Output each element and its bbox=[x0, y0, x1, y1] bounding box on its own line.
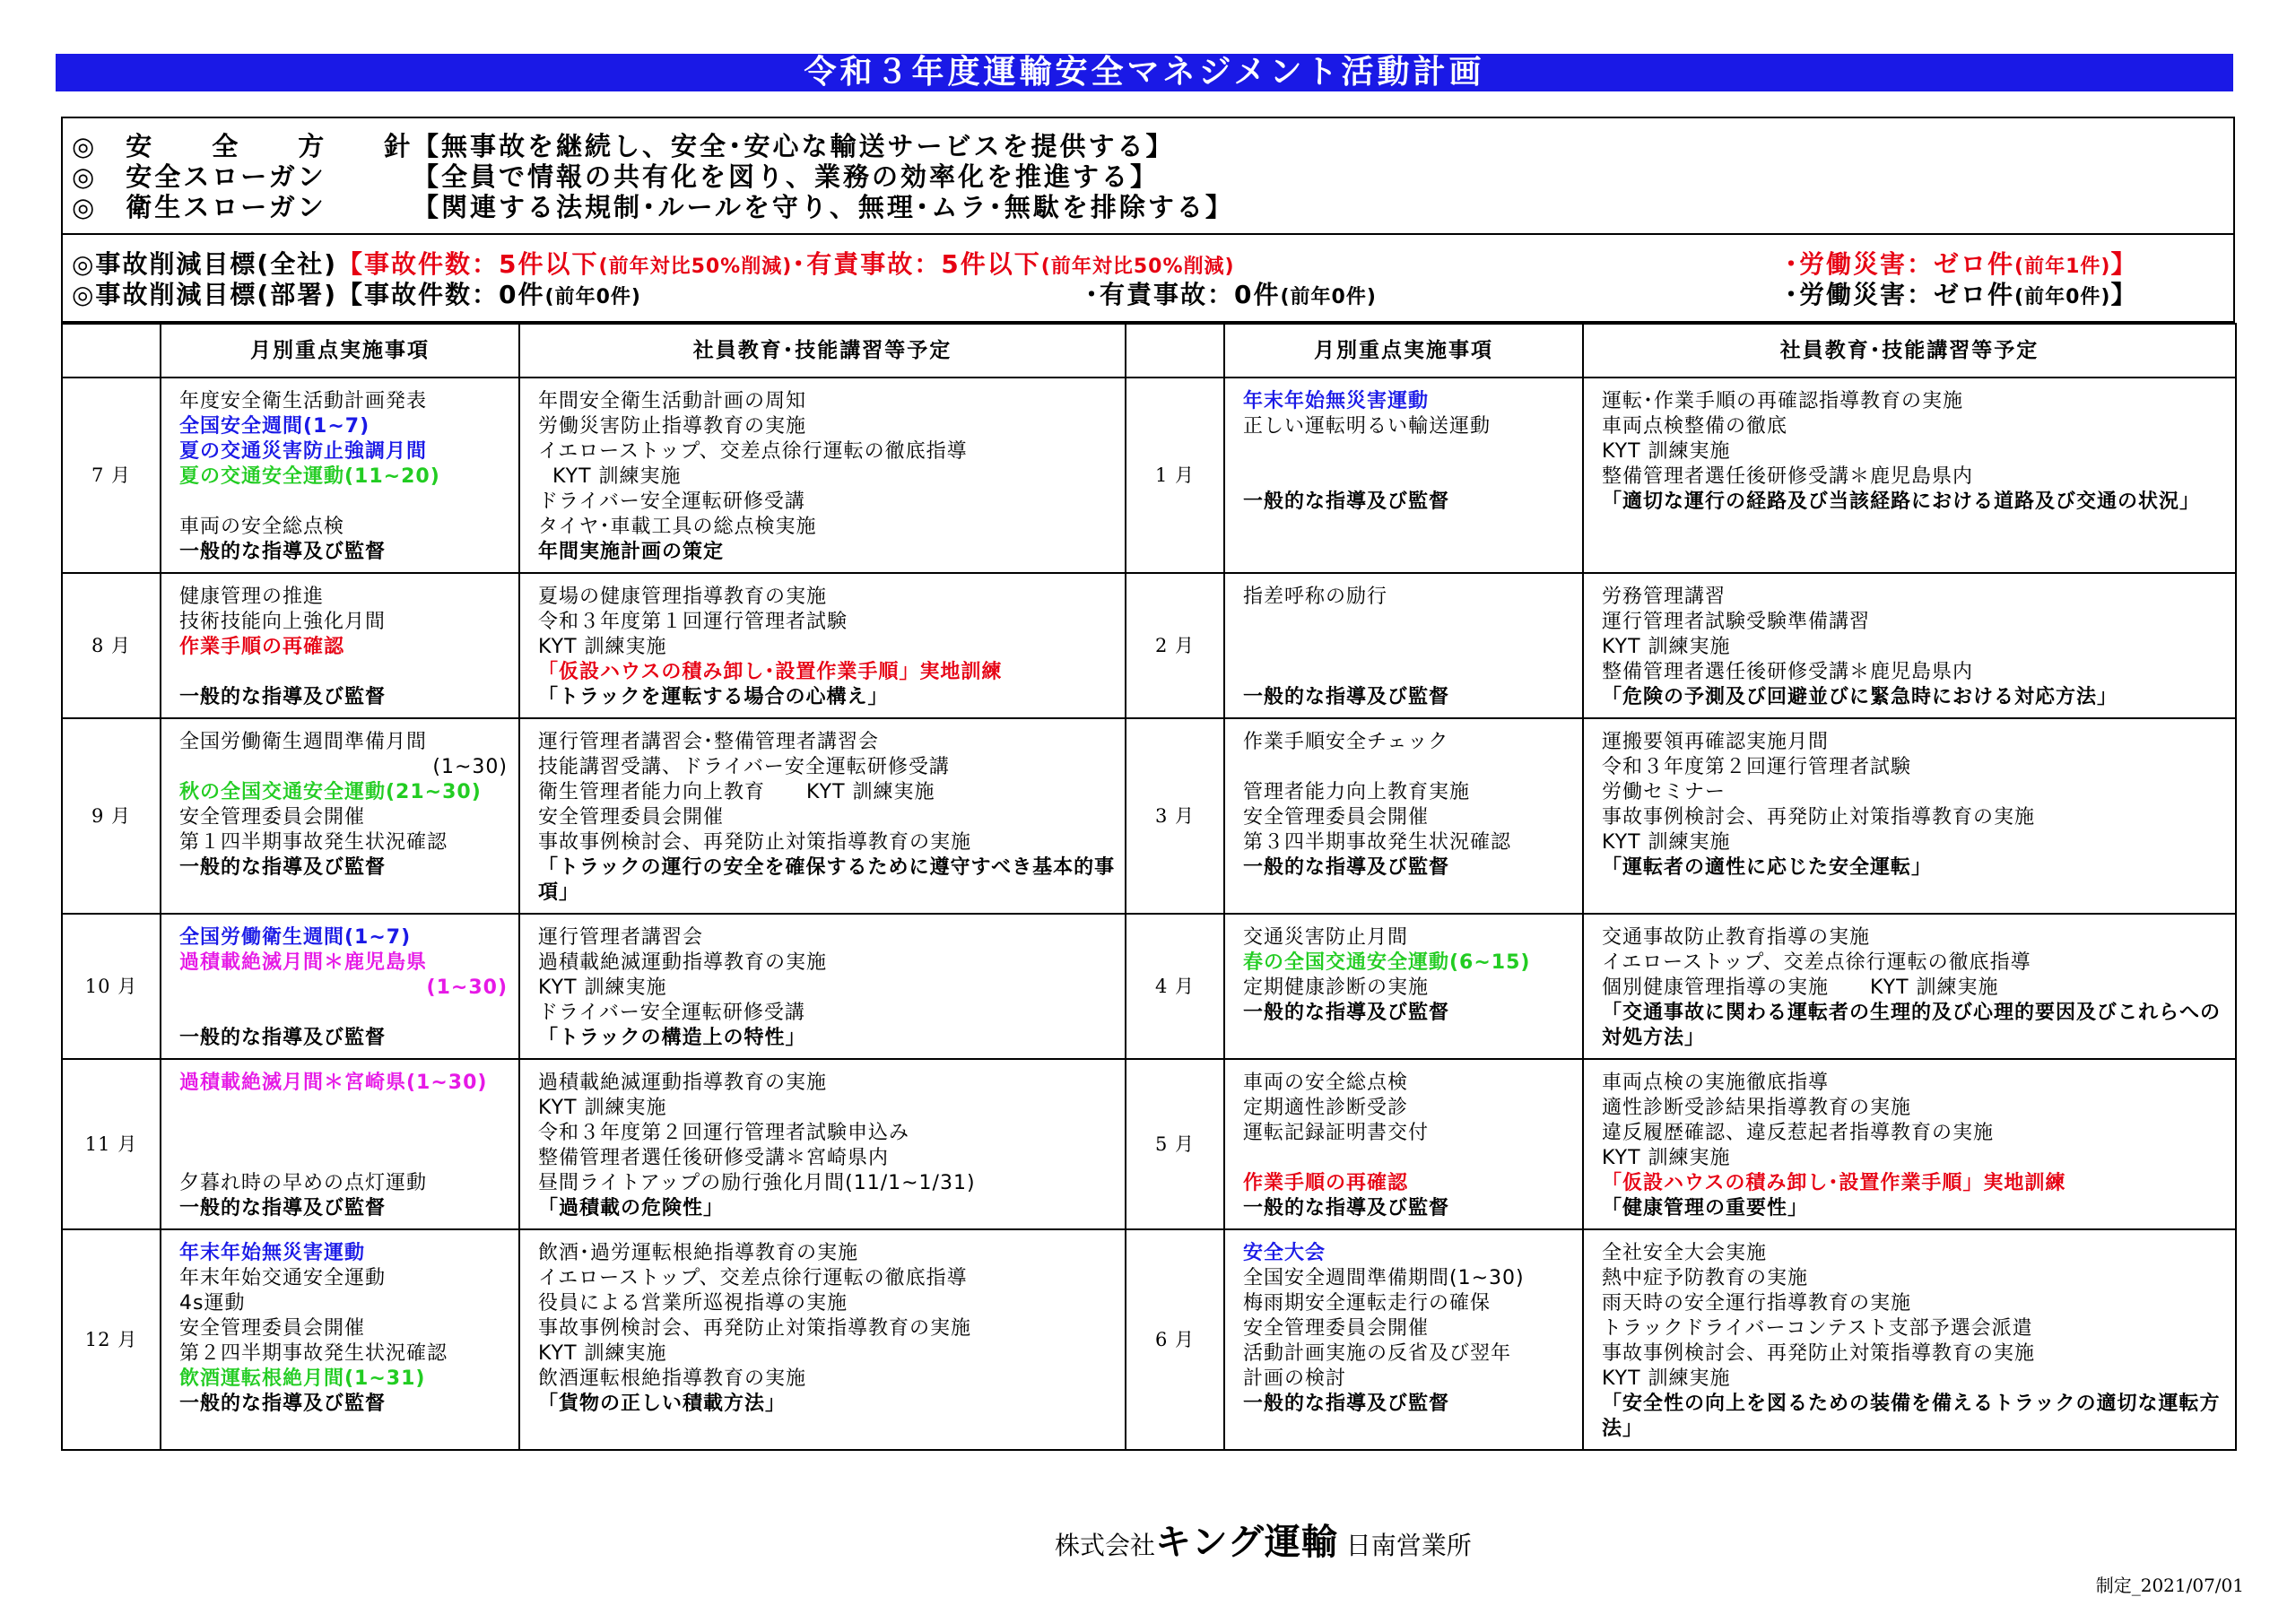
list-item: 労働災害防止指導教育の実施 bbox=[538, 415, 807, 438]
activity-plan-table bbox=[61, 323, 2237, 1451]
table-row bbox=[62, 1059, 2236, 1229]
list-item: 事故事例検討会、再発防止対策指導教育の実施 bbox=[538, 1317, 972, 1340]
list-item: 全国安全週間(1~7) bbox=[179, 415, 370, 438]
focus-cell bbox=[161, 573, 519, 718]
list-item: イエローストップ、交差点徐行運転の徹底指導 bbox=[538, 1267, 968, 1289]
education-cell bbox=[519, 573, 1126, 718]
list-item: 一般的な指導及び監督 bbox=[1243, 1393, 1450, 1415]
target-company-liable: ･有責事故：5件以下 bbox=[792, 249, 1041, 279]
page-title: 令和３年度運輸安全マネジメント活動計画 bbox=[56, 54, 2233, 91]
education-cell bbox=[1583, 573, 2236, 718]
list-item: 過積載絶滅運動指導教育の実施 bbox=[538, 951, 828, 974]
office-name: 日南営業所 bbox=[1345, 1531, 1472, 1560]
list-item: 車両の安全総点検 bbox=[179, 516, 345, 538]
table-row bbox=[62, 573, 2236, 718]
list-item: 車両点検の実施徹底指導 bbox=[1602, 1072, 1830, 1094]
list-item: 「過積載の危険性」 bbox=[538, 1197, 725, 1219]
list-item: 夕暮れ時の早めの点灯運動 bbox=[179, 1172, 428, 1194]
policy-label: ◎ 安 全 方 針 bbox=[72, 131, 413, 161]
established-date: 制定_2021/07/01 bbox=[2095, 1575, 2244, 1596]
list-item: 事故事例検討会、再発防止対策指導教育の実施 bbox=[538, 831, 972, 854]
target-dept-labor-note: (前年0件) bbox=[2014, 286, 2111, 308]
list-item: 技能講習受講、ドライバー安全運転研修受講 bbox=[538, 756, 950, 778]
target-dept-end: 】 bbox=[2110, 280, 2138, 309]
list-item bbox=[179, 1121, 511, 1146]
list-item: 飲酒運転根絶指導教育の実施 bbox=[538, 1367, 807, 1390]
list-item: 一般的な指導及び監督 bbox=[179, 1393, 387, 1415]
header-education-right: 社員教育･技能講習等予定 bbox=[1583, 324, 2236, 378]
education-cell bbox=[519, 914, 1126, 1059]
list-item: 夏場の健康管理指導教育の実施 bbox=[538, 586, 828, 608]
policy-line-slogan bbox=[72, 161, 2233, 192]
list-item: 全社安全大会実施 bbox=[1602, 1242, 1768, 1264]
list-item: 一般的な指導及び監督 bbox=[1243, 856, 1450, 879]
list-item: 作業手順安全チェック bbox=[1243, 731, 1449, 753]
list-item: 飲酒運転根絶月間(1~31) bbox=[179, 1367, 426, 1390]
list-item: 労働セミナー bbox=[1602, 781, 1726, 803]
list-item: KYT 訓練実施 bbox=[1602, 831, 1731, 854]
list-item: 「仮設ハウスの積み卸し･設置作業手順」実地訓練 bbox=[538, 661, 1003, 683]
month-cell: 10 月 bbox=[62, 914, 161, 1059]
education-cell bbox=[1583, 914, 2236, 1059]
list-item: KYT 訓練実施 bbox=[538, 1342, 667, 1365]
list-item: タイヤ･車載工具の総点検実施 bbox=[538, 516, 817, 538]
list-item: 運行管理者講習会･整備管理者講習会 bbox=[538, 731, 880, 753]
list-item bbox=[1243, 635, 1575, 660]
policy-section bbox=[61, 117, 2235, 233]
list-item bbox=[1243, 610, 1575, 635]
target-company-liable-note: (前年対比50%削減) bbox=[1040, 256, 1235, 278]
target-company-labor-note: (前年1件) bbox=[2014, 256, 2111, 278]
header-month-right bbox=[1126, 324, 1224, 378]
list-item bbox=[179, 1146, 511, 1171]
list-item: 「仮設ハウスの積み卸し･設置作業手順」実地訓練 bbox=[1602, 1172, 2066, 1194]
list-item: 運行管理者試験受験準備講習 bbox=[1602, 611, 1871, 633]
list-item: 一般的な指導及び監督 bbox=[179, 1027, 387, 1049]
focus-cell bbox=[1224, 1059, 1583, 1229]
list-item: (1~30) bbox=[426, 976, 508, 999]
list-item: 「貨物の正しい積載方法」 bbox=[538, 1393, 787, 1415]
list-item: 「トラックの構造上の特性」 bbox=[538, 1027, 806, 1049]
month-cell: 3 月 bbox=[1126, 718, 1224, 914]
list-item: 全国労働衛生週間(1~7) bbox=[179, 926, 412, 949]
list-item: 整備管理者選任後研修受講＊鹿児島県内 bbox=[1602, 661, 1974, 683]
list-item: 年度安全衛生活動計画発表 bbox=[179, 390, 428, 412]
list-item bbox=[1243, 755, 1575, 780]
focus-cell bbox=[1224, 1229, 1583, 1450]
month-cell: 7 月 bbox=[62, 378, 161, 573]
education-cell bbox=[1583, 1229, 2236, 1450]
list-item: 運搬要領再確認実施月間 bbox=[1602, 731, 1830, 753]
focus-cell bbox=[1224, 718, 1583, 914]
list-item: 過積載絶滅月間＊宮崎県(1~30) bbox=[179, 1072, 488, 1094]
list-item: 4s運動 bbox=[179, 1292, 246, 1315]
list-item bbox=[1243, 439, 1575, 464]
list-item: 指差呼称の励行 bbox=[1243, 586, 1388, 608]
list-item: 「トラックを運転する場合の心構え」 bbox=[538, 686, 889, 708]
list-item: 車両の安全総点検 bbox=[1243, 1072, 1409, 1094]
list-item: 「適切な運行の経路及び当該経路における道路及び交通の状況」 bbox=[1602, 490, 2201, 513]
list-item: 技術技能向上強化月間 bbox=[179, 611, 387, 633]
list-item: KYT 訓練実施 bbox=[538, 976, 667, 999]
list-item: イエローストップ、交差点徐行運転の徹底指導 bbox=[1602, 951, 2031, 974]
list-item: 交通事故防止教育指導の実施 bbox=[1602, 926, 1871, 949]
list-item: 交通災害防止月間 bbox=[1243, 926, 1409, 949]
list-item: イエローストップ、交差点徐行運転の徹底指導 bbox=[538, 440, 968, 463]
month-cell: 8 月 bbox=[62, 573, 161, 718]
target-company-accidents-note: (前年対比50%削減) bbox=[598, 256, 793, 278]
target-company-labor: ･労働災害：ゼロ件 bbox=[1785, 249, 2015, 279]
list-item: KYT 訓練実施 bbox=[538, 1097, 667, 1119]
list-item: 全国労働衛生週間準備月間 bbox=[179, 731, 428, 753]
header-focus-left: 月別重点実施事項 bbox=[161, 324, 519, 378]
list-item: KYT 訓練実施 bbox=[1602, 1367, 1731, 1390]
list-item: 「交通事故に関わる運転者の生理的及び心理的要因及びこれらへの対処方法」 bbox=[1602, 1002, 2222, 1049]
target-dept-liable-note: (前年0件) bbox=[1280, 286, 1377, 308]
education-cell bbox=[1583, 378, 2236, 573]
list-item: 事故事例検討会、再発防止対策指導教育の実施 bbox=[1602, 806, 2036, 829]
month-cell: 12 月 bbox=[62, 1229, 161, 1450]
target-company bbox=[72, 249, 2233, 280]
list-item: KYT 訓練実施 bbox=[1602, 440, 1731, 463]
list-item: 年末年始無災害運動 bbox=[1243, 390, 1430, 412]
list-item: 夏の交通災害防止強調月間 bbox=[179, 440, 428, 463]
list-item: ドライバー安全運転研修受講 bbox=[538, 1002, 805, 1024]
month-cell: 9 月 bbox=[62, 718, 161, 914]
focus-cell bbox=[1224, 914, 1583, 1059]
list-item: 作業手順の再確認 bbox=[1243, 1172, 1409, 1194]
list-item: 「健康管理の重要性」 bbox=[1602, 1197, 1809, 1219]
list-item: 令和３年度第１回運行管理者試験 bbox=[538, 611, 848, 633]
table-header-row bbox=[62, 324, 2236, 378]
list-item: 役員による営業所巡視指導の実施 bbox=[538, 1292, 848, 1315]
target-company-accidents: 【事故件数：5件以下 bbox=[337, 249, 599, 279]
target-dept-label: ◎事故削減目標(部署) bbox=[72, 280, 338, 309]
list-item: 正しい運転明るい輸送運動 bbox=[1243, 415, 1492, 438]
month-cell: 11 月 bbox=[62, 1059, 161, 1229]
month-cell: 4 月 bbox=[1126, 914, 1224, 1059]
list-item: 年間安全衛生活動計画の周知 bbox=[538, 390, 807, 412]
list-item bbox=[179, 1001, 511, 1026]
list-item: 「運転者の適性に応じた安全運転」 bbox=[1602, 856, 1933, 879]
target-company-end: 】 bbox=[2110, 249, 2138, 279]
education-cell bbox=[519, 378, 1126, 573]
list-item: 衛生管理者能力向上教育 KYT 訓練実施 bbox=[538, 781, 935, 803]
list-item: 計画の検討 bbox=[1243, 1367, 1347, 1390]
list-item bbox=[179, 490, 511, 515]
target-dept-liable: ･有責事故：0件 bbox=[1085, 280, 1281, 309]
education-cell bbox=[1583, 1059, 2236, 1229]
focus-cell bbox=[161, 718, 519, 914]
list-item: 運転記録証明書交付 bbox=[1243, 1122, 1430, 1144]
list-item: 作業手順の再確認 bbox=[179, 636, 345, 658]
policy-text: 【全員で情報の共有化を図り、業務の効率化を推進する】 bbox=[413, 161, 1160, 192]
target-dept-accidents: 【事故件数：0件 bbox=[337, 280, 545, 309]
list-item: 個別健康管理指導の実施 KYT 訓練実施 bbox=[1602, 976, 1999, 999]
list-item bbox=[1243, 660, 1575, 685]
accident-targets bbox=[61, 233, 2235, 323]
list-item: 令和３年度第２回運行管理者試験申込み bbox=[538, 1122, 910, 1144]
list-item: 安全大会 bbox=[1243, 1242, 1326, 1264]
company-brand-logo: キング運輸 bbox=[1155, 1522, 1338, 1563]
list-item: (1~30) bbox=[432, 756, 508, 778]
list-item bbox=[179, 660, 511, 685]
table-row bbox=[62, 1229, 2236, 1450]
list-item: 熱中症予防教育の実施 bbox=[1602, 1267, 1809, 1289]
list-item: 夏の交通安全運動(11~20) bbox=[179, 465, 440, 488]
list-item: 全国安全週間準備期間(1~30) bbox=[1243, 1267, 1525, 1289]
list-item: 飲酒･過労運転根絶指導教育の実施 bbox=[538, 1242, 859, 1264]
header-education-left: 社員教育･技能講習等予定 bbox=[519, 324, 1126, 378]
list-item: 安全管理委員会開催 bbox=[179, 806, 366, 829]
list-item: 一般的な指導及び監督 bbox=[1243, 686, 1450, 708]
target-company-label: ◎事故削減目標(全社) bbox=[72, 249, 338, 279]
month-cell: 6 月 bbox=[1126, 1229, 1224, 1450]
list-item: KYT 訓練実施 bbox=[538, 465, 682, 488]
education-cell bbox=[519, 1229, 1126, 1450]
list-item: 車両点検整備の徹底 bbox=[1602, 415, 1788, 438]
focus-cell bbox=[1224, 378, 1583, 573]
education-cell bbox=[519, 718, 1126, 914]
list-item: 活動計画実施の反省及び翌年 bbox=[1243, 1342, 1512, 1365]
target-dept-accidents-note: (前年0件) bbox=[544, 286, 641, 308]
company-prefix: 株式会社 bbox=[1055, 1531, 1156, 1560]
list-item: 適性診断受診結果指導教育の実施 bbox=[1602, 1097, 1912, 1119]
list-item: 一般的な指導及び監督 bbox=[179, 1197, 387, 1219]
target-dept-labor: ･労働災害：ゼロ件 bbox=[1785, 280, 2015, 309]
list-item: 過積載絶滅運動指導教育の実施 bbox=[538, 1072, 828, 1094]
list-item: 運行管理者講習会 bbox=[538, 926, 704, 949]
policy-line-hygiene bbox=[72, 192, 2233, 222]
table-row bbox=[62, 718, 2236, 914]
header-month-left bbox=[62, 324, 161, 378]
list-item: 一般的な指導及び監督 bbox=[1243, 1002, 1450, 1024]
list-item: 一般的な指導及び監督 bbox=[179, 856, 387, 879]
list-item: 整備管理者選任後研修受講＊鹿児島県内 bbox=[1602, 465, 1974, 488]
list-item: 違反履歴確認、違反惹起者指導教育の実施 bbox=[1602, 1122, 1995, 1144]
list-item: 「安全性の向上を図るための装備を備えるトラックの適切な運転方法」 bbox=[1602, 1393, 2221, 1440]
list-item: 第３四半期事故発生状況確認 bbox=[1243, 831, 1512, 854]
table-row bbox=[62, 378, 2236, 573]
list-item: KYT 訓練実施 bbox=[538, 636, 667, 658]
list-item: 安全管理委員会開催 bbox=[1243, 806, 1430, 829]
list-item bbox=[1243, 1146, 1575, 1171]
list-item bbox=[179, 1096, 511, 1121]
education-cell bbox=[1583, 718, 2236, 914]
list-item: 令和３年度第２回運行管理者試験 bbox=[1602, 756, 1912, 778]
list-item: 一般的な指導及び監督 bbox=[179, 686, 387, 708]
list-item: 雨天時の安全運行指導教育の実施 bbox=[1602, 1292, 1912, 1315]
policy-label: ◎ 安全スローガン bbox=[72, 161, 326, 192]
list-item: 管理者能力向上教育実施 bbox=[1243, 781, 1471, 803]
list-item: 安全管理委員会開催 bbox=[1243, 1317, 1430, 1340]
list-item: 年末年始交通安全運動 bbox=[179, 1267, 387, 1289]
list-item: 一般的な指導及び監督 bbox=[179, 541, 387, 563]
list-item: 健康管理の推進 bbox=[179, 586, 325, 608]
month-cell: 1 月 bbox=[1126, 378, 1224, 573]
focus-cell bbox=[161, 378, 519, 573]
header-focus-right: 月別重点実施事項 bbox=[1224, 324, 1583, 378]
list-item: 春の全国交通安全運動(6~15) bbox=[1243, 951, 1531, 974]
list-item: 整備管理者選任後研修受講＊宮崎県内 bbox=[538, 1147, 890, 1169]
focus-cell bbox=[161, 914, 519, 1059]
list-item: 事故事例検討会、再発防止対策指導教育の実施 bbox=[1602, 1342, 2036, 1365]
list-item: 運転･作業手順の再確認指導教育の実施 bbox=[1602, 390, 1964, 412]
list-item: 昼間ライトアップの励行強化月間(11/1~1/31) bbox=[538, 1172, 976, 1194]
target-dept bbox=[72, 280, 2233, 310]
list-item: 秋の全国交通安全運動(21~30) bbox=[179, 781, 482, 803]
list-item: 「トラックの運行の安全を確保するために遵守すべき基本的事項」 bbox=[538, 856, 1116, 904]
table-row bbox=[62, 914, 2236, 1059]
focus-cell bbox=[161, 1229, 519, 1450]
policy-line-safety bbox=[72, 131, 2233, 161]
list-item: トラックドライバーコンテスト支部予選会派遣 bbox=[1602, 1317, 2033, 1340]
list-item: 過積載絶滅月間＊鹿児島県 bbox=[179, 951, 428, 974]
policy-text: 【無事故を継続し、安全･安心な輸送サービスを提供する】 bbox=[413, 131, 1175, 161]
policy-label: ◎ 衛生スローガン bbox=[72, 192, 326, 222]
company-name bbox=[1055, 1514, 1472, 1565]
month-cell: 2 月 bbox=[1126, 573, 1224, 718]
list-item: KYT 訓練実施 bbox=[1602, 1147, 1731, 1169]
list-item: 年間実施計画の策定 bbox=[538, 541, 725, 563]
month-cell: 5 月 bbox=[1126, 1059, 1224, 1229]
list-item: 年末年始無災害運動 bbox=[179, 1242, 366, 1264]
focus-cell bbox=[161, 1059, 519, 1229]
list-item: 第１四半期事故発生状況確認 bbox=[179, 831, 448, 854]
list-item: 定期健康診断の実施 bbox=[1243, 976, 1430, 999]
list-item: 一般的な指導及び監督 bbox=[1243, 490, 1450, 513]
list-item: ドライバー安全運転研修受講 bbox=[538, 490, 805, 513]
list-item: 一般的な指導及び監督 bbox=[1243, 1197, 1450, 1219]
list-item: 安全管理委員会開催 bbox=[538, 806, 725, 829]
list-item: 労務管理講習 bbox=[1602, 586, 1726, 608]
list-item: 梅雨期安全運転走行の確保 bbox=[1243, 1292, 1492, 1315]
list-item: 「危険の予測及び回避並びに緊急時における対応方法」 bbox=[1602, 686, 2118, 708]
list-item: KYT 訓練実施 bbox=[1602, 636, 1731, 658]
list-item: 安全管理委員会開催 bbox=[179, 1317, 366, 1340]
list-item bbox=[1243, 464, 1575, 490]
focus-cell bbox=[1224, 573, 1583, 718]
list-item: 定期適性診断受診 bbox=[1243, 1097, 1409, 1119]
education-cell bbox=[519, 1059, 1126, 1229]
policy-text: 【関連する法規制･ルールを守り、無理･ムラ･無駄を排除する】 bbox=[413, 192, 1234, 222]
list-item: 第２四半期事故発生状況確認 bbox=[179, 1342, 448, 1365]
